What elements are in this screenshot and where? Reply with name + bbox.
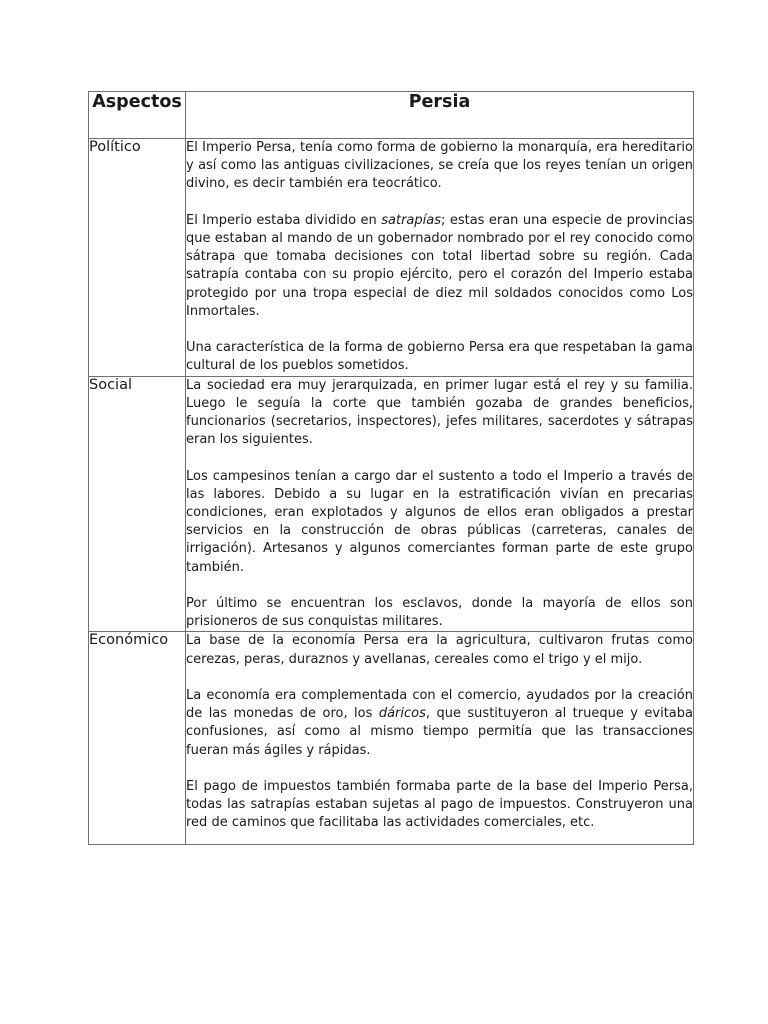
content-cell-social bbox=[186, 376, 694, 632]
header-persia: Persia bbox=[186, 92, 694, 139]
content-cell-economico bbox=[186, 632, 694, 845]
paragraph-text: ; estas eran una especie de provincias que estaban al mando de un gobernador nombrado por el rey conocido como sátrapa que tomaba decisiones con total libertad sobre su región. Cada satrapía contaba con su propio ejército, pero el corazón del Imperio estaba protegido por una tropa especial de diez mil soldados conocidos como Los Inmortales. bbox=[186, 212, 693, 319]
italic-term: dáricos bbox=[378, 706, 426, 722]
table-row-economico bbox=[89, 632, 694, 845]
paragraph bbox=[186, 687, 693, 760]
table-row-social bbox=[89, 376, 694, 632]
paragraph: La sociedad era muy jerarquizada, en primer lugar está el rey y su familia. Luego le seguía la corte que también gozaba de grandes beneficios, funcionarios (secretarios, inspectores), jefes militares, sacerdotes y sátrapas eran los siguientes. bbox=[186, 377, 693, 448]
paragraph: La base de la economía Persa era la agricultura, cultivaron frutas como cerezas, peras, duraznos y avellanas, cereales como el trigo y el mijo. bbox=[186, 633, 693, 667]
paragraph-text: La economía era complementada con el comercio, ayudados por la creación de las monedas de oro, los bbox=[186, 688, 693, 722]
paragraph: Una característica de la forma de gobierno Persa era que respetaban la gama cultural de los pueblos sometidos. bbox=[186, 340, 693, 374]
paragraph: El pago de impuestos también formaba parte de la base del Imperio Persa, todas las satrapías estaban sujetas al pago de impuestos. Construyeron una red de caminos que facilitaba las actividades comerciales, etc. bbox=[186, 779, 693, 831]
paragraph: Los campesinos tenían a cargo dar el sustento a todo el Imperio a través de las labores. Debido a su lugar en la estratificación vivían en precarias condiciones, eran explotados y algunos de ellos eran obligados a prestar servicios en la construcción de obras públicas (carreteras, canales de irrigación). Artesanos y algunos comerciantes forman parte de este grupo también. bbox=[186, 468, 693, 575]
comparison-table bbox=[88, 91, 694, 845]
paragraph: Por último se encuentran los esclavos, donde la mayoría de ellos son prisioneros de sus conquistas militares. bbox=[186, 596, 693, 630]
aspect-label-social: Social bbox=[89, 376, 186, 632]
paragraph bbox=[186, 212, 693, 321]
paragraph-text: , que sustituyeron al trueque y evitaba confusiones, así como al mismo tiempo permitía que las transacciones fueran más ágiles y rápidas. bbox=[186, 706, 693, 758]
paragraph: El Imperio Persa, tenía como forma de gobierno la monarquía, era hereditario y así como las antiguas civilizaciones, se creía que los reyes tenían un origen divino, es decir también era teocrático. bbox=[186, 140, 693, 192]
header-aspects: Aspectos bbox=[89, 92, 186, 139]
aspect-label-economico: Económico bbox=[89, 632, 186, 845]
paragraph-text: El Imperio estaba dividido en bbox=[186, 212, 382, 228]
table-header-row bbox=[89, 92, 694, 139]
content-cell-politico bbox=[186, 139, 694, 377]
italic-term: satrapías bbox=[381, 212, 441, 228]
table-row-politico bbox=[89, 139, 694, 377]
aspect-label-politico: Político bbox=[89, 139, 186, 377]
